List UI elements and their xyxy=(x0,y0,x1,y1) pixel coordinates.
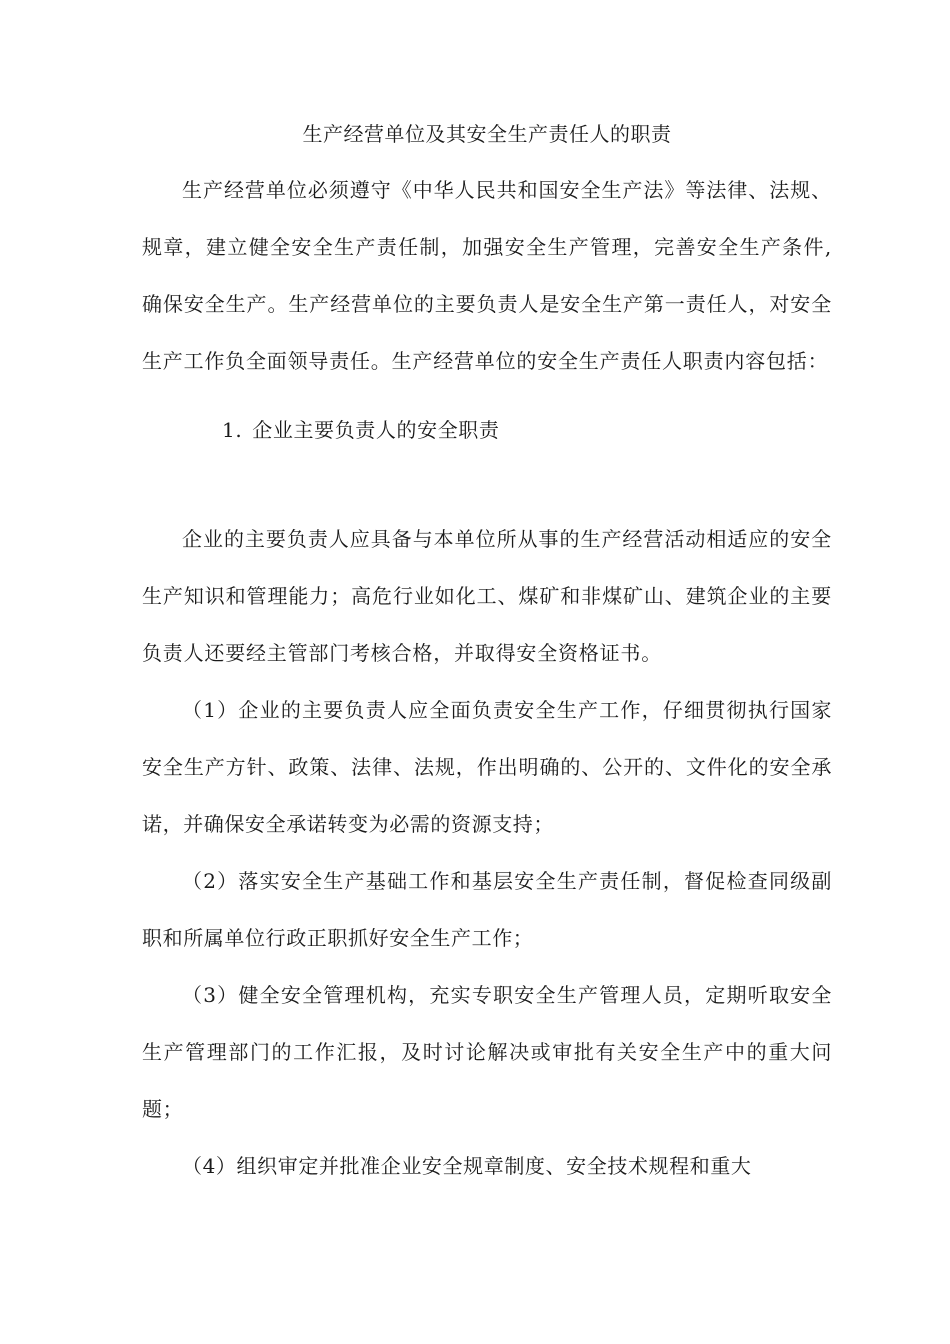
duty-item-2: （2）落实安全生产基础工作和基层安全生产责任制，督促检查同级副职和所属单位行政正职抓好安全生产工作； xyxy=(142,869,832,950)
duty-item-1: （1）企业的主要负责人应全面负责安全生产工作，仔细贯彻执行国家安全生产方针、政策、法律、法规，作出明确的、公开的、文件化的安全承诺，并确保安全承诺转变为必需的资源支持； xyxy=(142,698,832,836)
intro-paragraph: 生产经营单位必须遵守《中华人民共和国安全生产法》等法律、法规、规章，建立健全安全生产责任制，加强安全生产管理，完善安全生产条件, 确保安全生产。生产经营单位的主要负责人是安全生产第一责任人，对安全生产工作负全面领导责任。生产经营单位的安全生产责任人职责内容包括： xyxy=(142,178,832,373)
section-heading xyxy=(142,402,832,459)
section-heading-text: 企业主要负责人的安全职责 xyxy=(252,418,500,442)
section-lead-paragraph: 企业的主要负责人应具备与本单位所从事的生产经营活动相适应的安全生产知识和管理能力；高危行业如化工、煤矿和非煤矿山、建筑企业的主要负责人还要经主管部门考核合格，并取得安全资格证书。 xyxy=(142,527,832,665)
duty-item-4: （4）组织审定并批准企业安全规章制度、安全技术规程和重大 xyxy=(182,1154,752,1178)
section-number: 1. xyxy=(222,418,243,442)
document-body xyxy=(142,116,832,1195)
duty-item-3: （3）健全安全管理机构，充实专职安全生产管理人员，定期听取安全生产管理部门的工作汇报，及时讨论解决或审批有关安全生产中的重大问题； xyxy=(142,983,832,1121)
document-title: 生产经营单位及其安全生产责任人的职责 xyxy=(302,122,672,146)
section-spacer xyxy=(142,459,832,511)
